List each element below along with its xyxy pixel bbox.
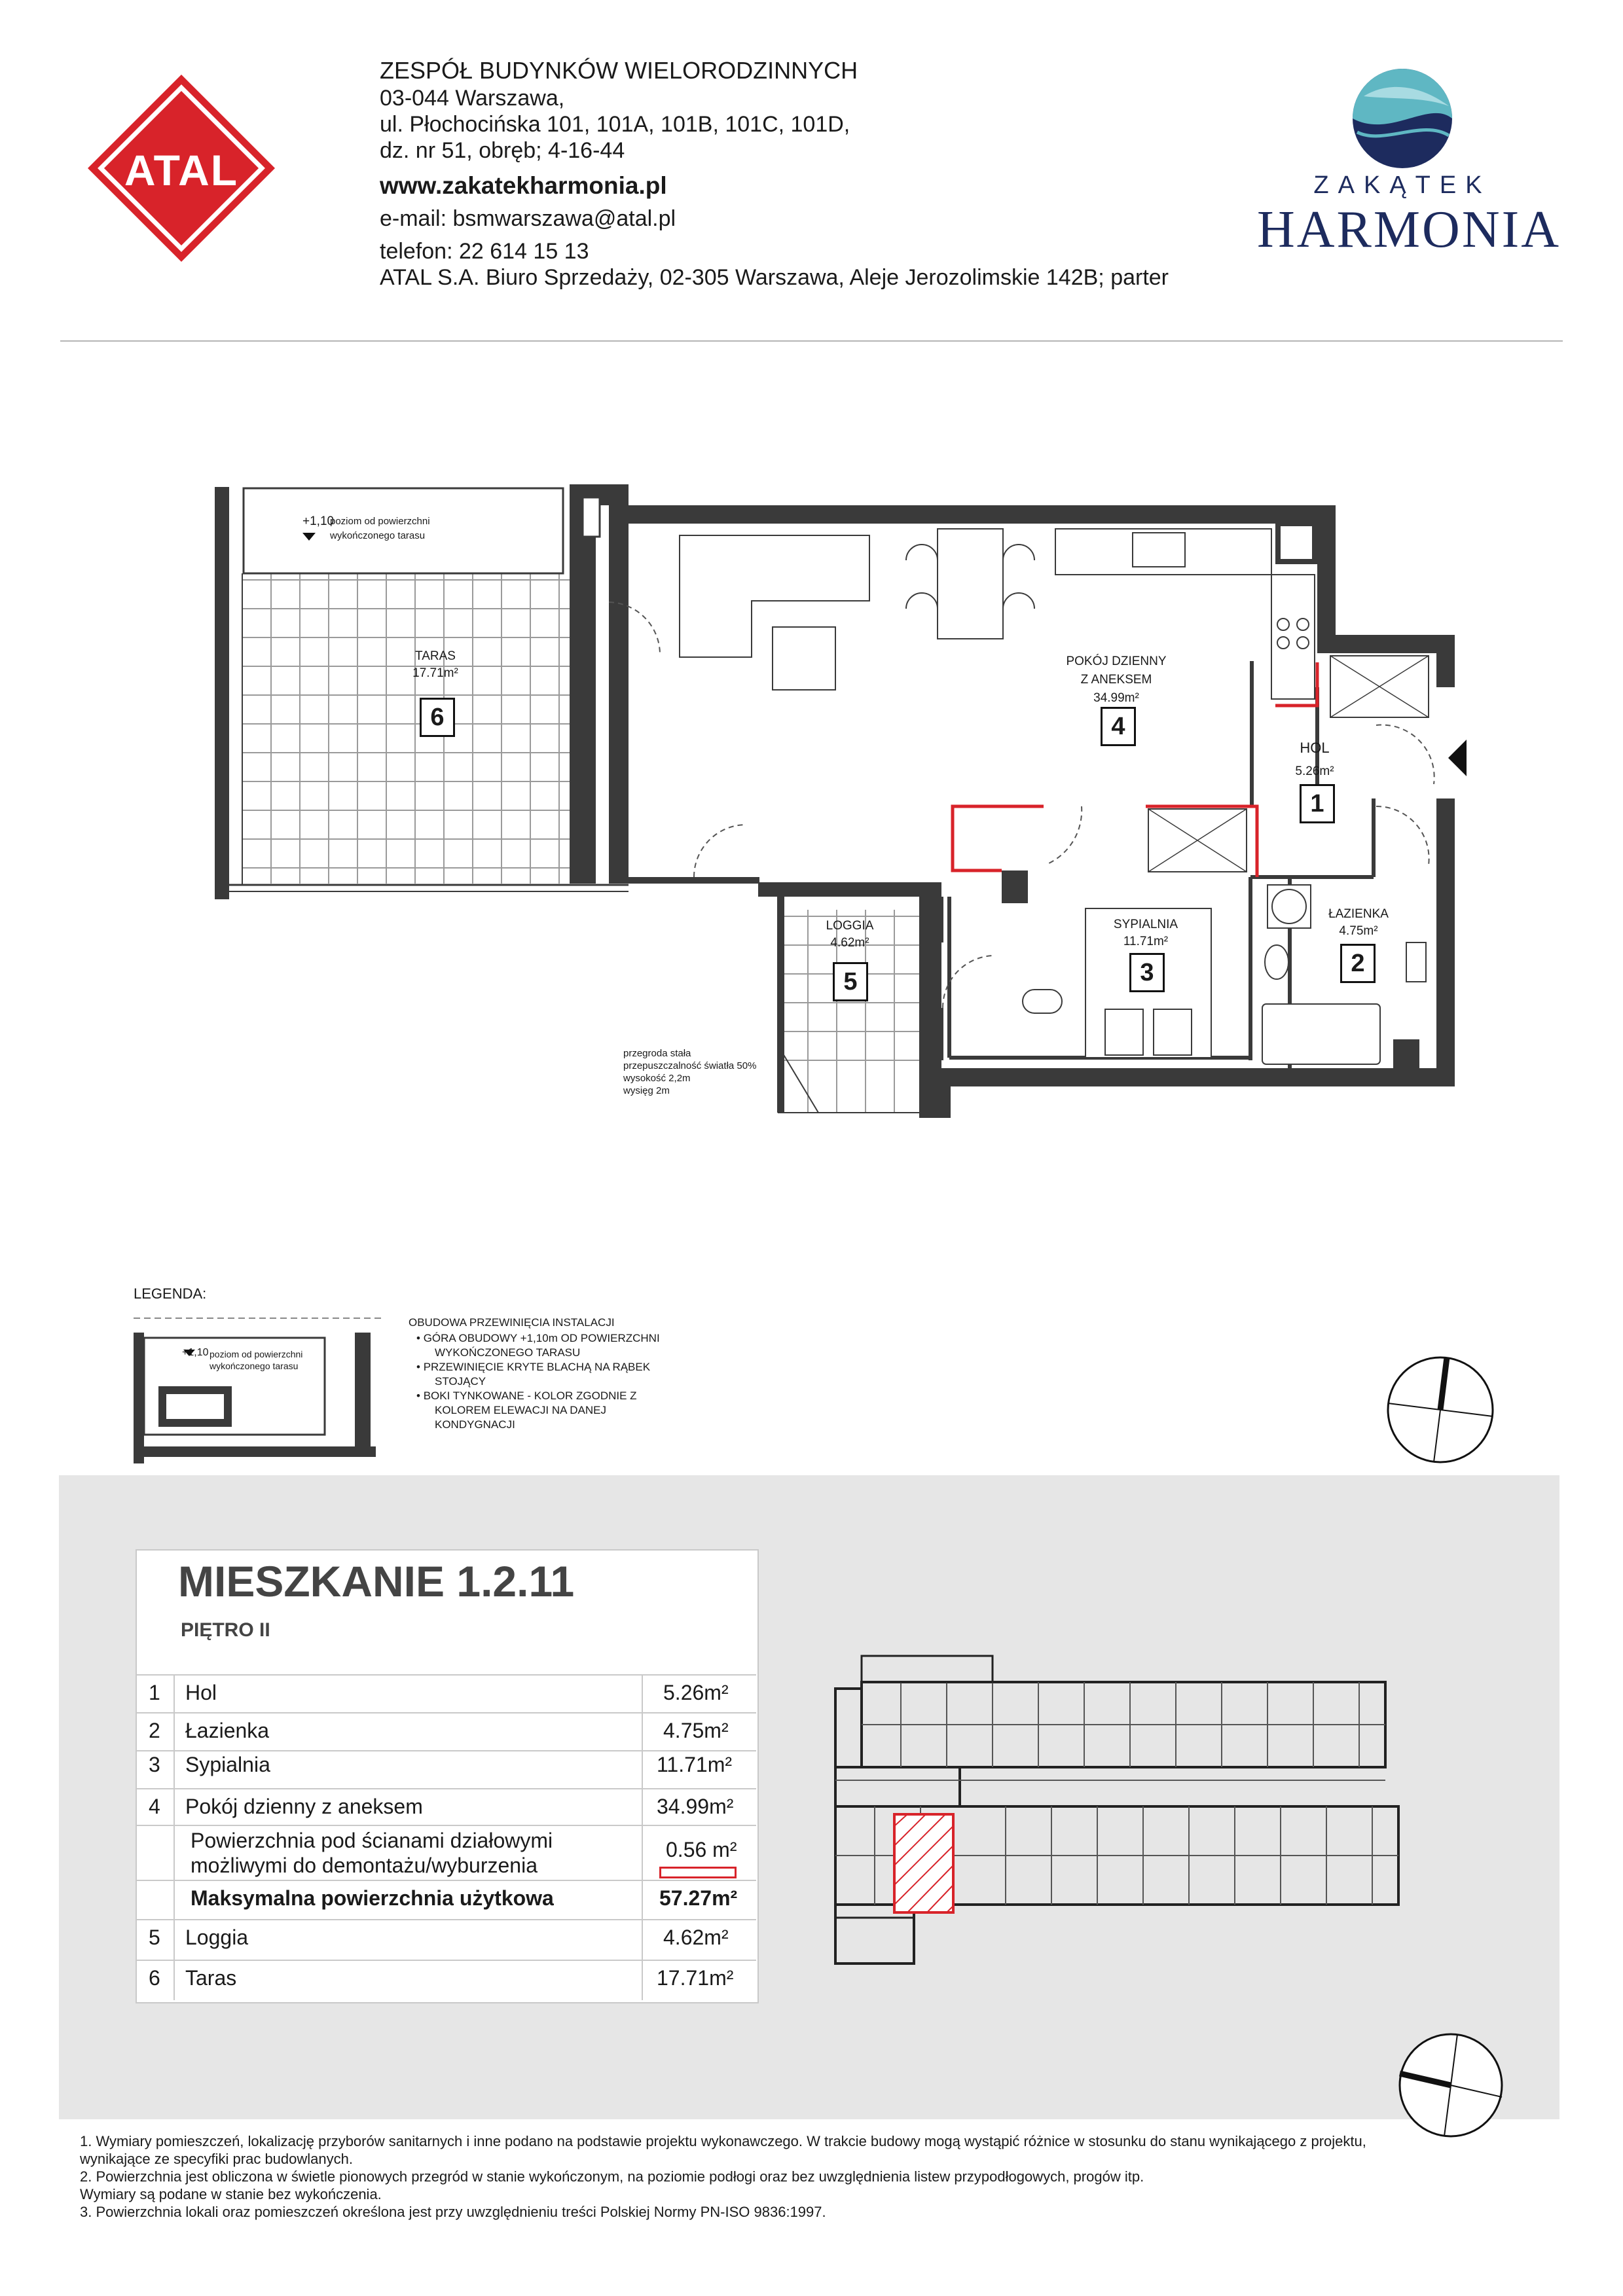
address-line-2: ul. Płochocińska 101, 101A, 101B, 101C, 101D, xyxy=(380,112,850,137)
legend-bullet: • GÓRA OBUDOWY +1,10m OD POWIERZCHNI xyxy=(416,1332,660,1344)
row-number: 5 xyxy=(149,1926,160,1949)
max-area-value: 57.27m² xyxy=(659,1886,738,1910)
legend-heading: OBUDOWA PRZEWINIĘCIA INSTALACJI xyxy=(409,1316,615,1329)
bedroom-area: 11.71m² xyxy=(1123,935,1169,948)
row-number: 1 xyxy=(149,1681,160,1704)
living-room-area: 34.99m² xyxy=(1093,691,1139,705)
bedroom-name: SYPIALNIA xyxy=(1113,918,1178,931)
row-name: Loggia xyxy=(185,1926,249,1949)
legend-bullet-cont xyxy=(416,1418,660,1432)
legend-bullet-text: PRZEWINIĘCIE KRYTE BLACHĄ NA RĄBEK xyxy=(423,1361,651,1373)
footnote-line: 2. Powierzchnia jest obliczona w świetle pionowych przegród w stanie wykończonym, na poziomie podłogi oraz bez uwzględnienia listew przypodłogowych, progów itp. xyxy=(80,2168,1144,2185)
row-name: Pokój dzienny z aneksem xyxy=(185,1795,423,1818)
compass-icon xyxy=(1381,1351,1499,1469)
table-row xyxy=(136,1712,756,1750)
demolition-marker xyxy=(659,1867,737,1878)
legend-level: +1,10 xyxy=(182,1347,209,1358)
table-row xyxy=(136,1674,756,1712)
terrace-level-note-2: wykończonego tarasu xyxy=(330,530,426,541)
legend-bullet: • BOKI TYNKOWANE - KOLOR ZGODNIE Z xyxy=(416,1390,637,1402)
loggia-name: LOGGIA xyxy=(826,919,874,933)
walls-row xyxy=(136,1825,756,1881)
footnote-line: 1. Wymiary pomieszczeń, lokalizację przyborów sanitarnych i inne podano na podstawie projektu wykonawczego. W trakcie budowy mogą wystąpić różnice w stosunku do stanu wynikającego z projektu, xyxy=(80,2133,1366,2149)
legend-title: LEGENDA: xyxy=(134,1285,207,1302)
row-area: 4.62m² xyxy=(663,1926,729,1949)
walls-label-2: możliwymi do demontażu/wyburzenia xyxy=(191,1854,538,1877)
legend-bullet-cont xyxy=(416,1403,660,1418)
partition-note-line-4: wysięg 2m xyxy=(623,1085,670,1096)
terrace-level: +1,10 xyxy=(302,514,335,528)
row-number: 3 xyxy=(149,1753,160,1776)
table-row xyxy=(136,1750,756,1788)
partition-note xyxy=(623,1047,756,1097)
legend-bullets xyxy=(416,1331,660,1432)
legend-bullet-cont xyxy=(416,1374,660,1389)
partition-note-line-2: przepuszczalność światła 50% xyxy=(623,1060,757,1071)
footnote-line: 3. Powierzchnia lokali oraz pomieszczeń określona jest przy uwzględnieniu treści Polskiej Normy PN-ISO 9836:1997. xyxy=(80,2204,826,2220)
building-key-plan xyxy=(809,1649,1438,1990)
website-link[interactable]: www.zakatekharmonia.pl xyxy=(380,172,667,199)
table-row xyxy=(136,1960,756,1998)
loggia-area: 4.62m² xyxy=(830,936,869,950)
row-name: Łazienka xyxy=(185,1719,270,1742)
terrace-number: 6 xyxy=(420,698,455,737)
row-area: 5.26m² xyxy=(663,1681,729,1704)
bathroom-number: 2 xyxy=(1340,944,1376,983)
legend-bullet-text: KONDYGNACJI xyxy=(435,1418,515,1431)
apartment-floor: PIĘTRO II xyxy=(181,1619,270,1641)
living-room-name-2: Z ANEKSEM xyxy=(1080,673,1152,687)
bedroom-number: 3 xyxy=(1129,953,1165,992)
row-number: 4 xyxy=(149,1795,160,1818)
legend-bullet-text: GÓRA OBUDOWY +1,10m OD POWIERZCHNI xyxy=(423,1332,660,1344)
brand-line-2: HARMONIA xyxy=(1257,201,1561,259)
living-room-name-1: POKÓJ DZIENNY xyxy=(1066,655,1167,668)
hall-area: 5.26m² xyxy=(1295,764,1334,778)
walls-label-1: Powierzchnia pod ścianami działowymi xyxy=(191,1829,553,1852)
apartment-title: MIESZKANIE 1.2.11 xyxy=(178,1557,575,1605)
legend-symbol xyxy=(134,1309,389,1463)
table-divider xyxy=(173,1674,175,2000)
row-name: Sypialnia xyxy=(185,1753,270,1776)
legend-bullet-cont xyxy=(416,1346,660,1360)
row-area: 17.71m² xyxy=(657,1966,734,1990)
address-line-1: 03-044 Warszawa, xyxy=(380,86,565,111)
row-area: 34.99m² xyxy=(657,1795,734,1818)
bathroom-area: 4.75m² xyxy=(1339,924,1378,938)
compass-icon xyxy=(1393,2028,1508,2143)
partition-note-line-3: wysokość 2,2m xyxy=(623,1073,691,1084)
phone-line: telefon: 22 614 15 13 xyxy=(380,239,589,264)
footnotes xyxy=(80,2132,1366,2221)
max-area-row xyxy=(136,1880,756,1918)
hall-name: HOL xyxy=(1300,740,1330,756)
email-link[interactable]: e-mail: bsmwarszawa@atal.pl xyxy=(380,206,676,231)
walls-area: 0.56 m² xyxy=(666,1838,737,1861)
sales-office-line: ATAL S.A. Biuro Sprzedaży, 02-305 Warszawa, Aleje Jerozolimskie 142B; parter xyxy=(380,265,1169,290)
row-number: 6 xyxy=(149,1966,160,1990)
living-room-number: 4 xyxy=(1101,707,1136,746)
table-divider xyxy=(642,1674,643,2000)
project-title: ZESPÓŁ BUDYNKÓW WIELORODZINNYCH xyxy=(380,57,858,84)
atal-logo-text: ATAL xyxy=(124,146,239,194)
legend-bullet-text: STOJĄCY xyxy=(435,1375,486,1388)
parcel-line: dz. nr 51, obręb; 4-16-44 xyxy=(380,138,625,163)
max-area-label: Maksymalna powierzchnia użytkowa xyxy=(191,1886,554,1910)
row-name: Taras xyxy=(185,1966,237,1990)
terrace-level-note-1: poziom od powierzchni xyxy=(330,516,430,527)
brand-line-1: ZAKĄTEK xyxy=(1313,171,1491,199)
loggia-number: 5 xyxy=(833,962,868,1001)
row-area: 11.71m² xyxy=(657,1753,733,1776)
legend-bullet: • PRZEWINIĘCIE KRYTE BLACHĄ NA RĄBEK xyxy=(416,1361,651,1373)
terrace-area: 17.71m² xyxy=(412,666,458,680)
row-name: Hol xyxy=(185,1681,217,1704)
terrace-name: TARAS xyxy=(415,649,456,663)
row-number: 2 xyxy=(149,1719,160,1742)
partition-note-line-1: przegroda stała xyxy=(623,1048,691,1059)
legend-bullet-text: BOKI TYNKOWANE - KOLOR ZGODNIE Z xyxy=(423,1390,637,1402)
bathroom-name: ŁAZIENKA xyxy=(1328,907,1389,921)
legend-level-note-1: poziom od powierzchni xyxy=(210,1349,303,1359)
footnote-line: wynikające ze specyfiki prac budowlanych. xyxy=(80,2151,353,2167)
legend-bullet-text: KOLOREM ELEWACJI NA DANEJ xyxy=(435,1404,606,1416)
row-area: 4.75m² xyxy=(663,1719,729,1742)
legend-level-note-2: wykończonego tarasu xyxy=(210,1361,299,1371)
legend-bullet-text: WYKOŃCZONEGO TARASU xyxy=(435,1346,581,1359)
terrace-tiles xyxy=(242,573,594,884)
table-row xyxy=(136,1788,756,1826)
footnote-line: Wymiary są podane w stanie bez wykończenia. xyxy=(80,2186,382,2202)
hall-number: 1 xyxy=(1300,784,1335,823)
table-row xyxy=(136,1919,756,1957)
